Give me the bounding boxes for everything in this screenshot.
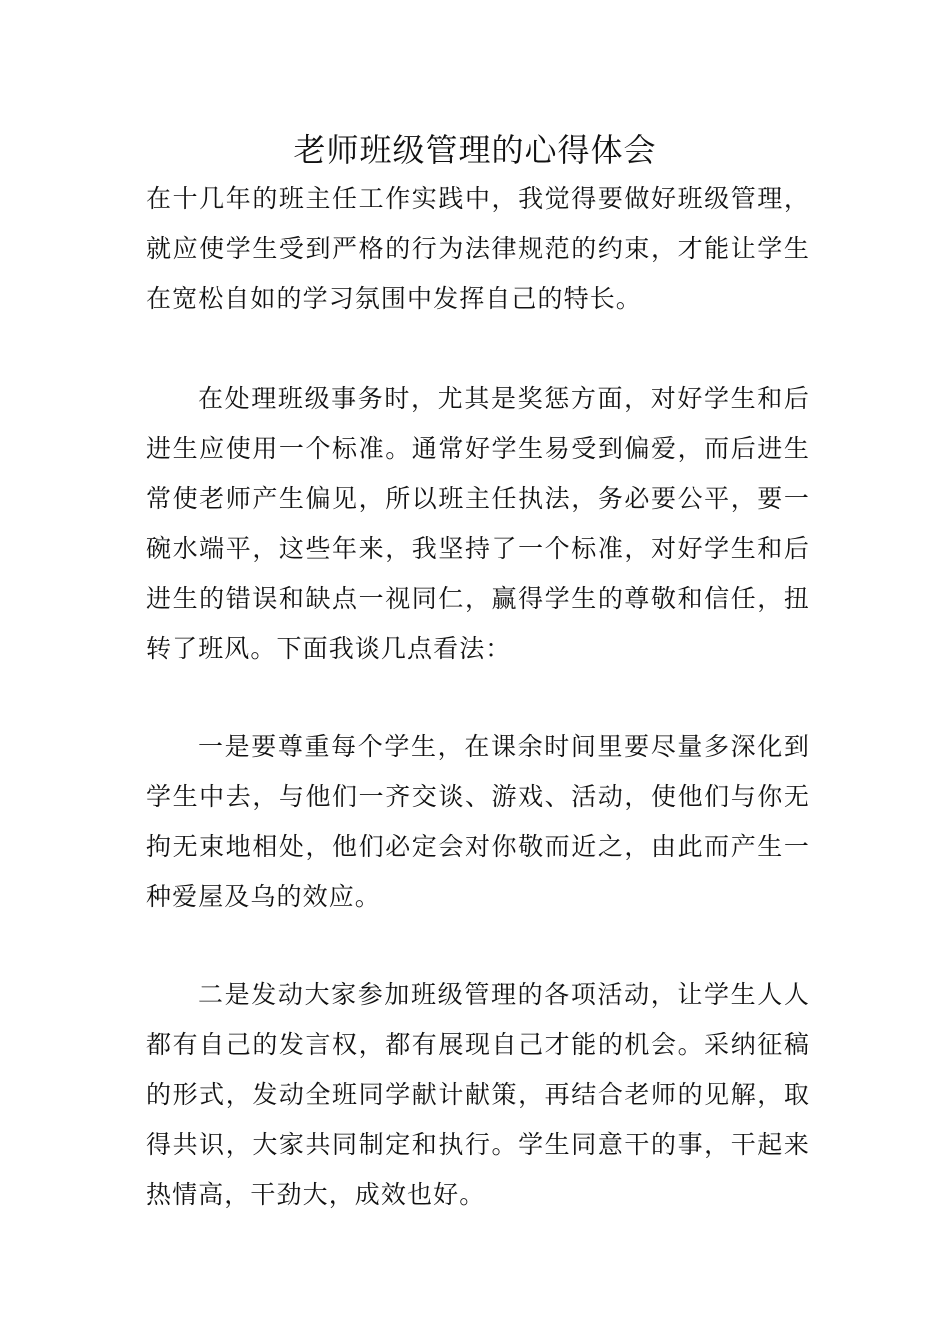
paragraph-fairness: 在处理班级事务时，尤其是奖惩方面，对好学生和后进生应使用一个标准。通常好学生易受到偏爱，而后进生常使老师产生偏见，所以班主任执法，务必要公平，要一碗水端平，这些年来，我坚持了一个标准，对好学生和后进生的错误和缺点一视同仁，赢得学生的尊敬和信任，扭转了班风。下面我谈几点看法： <box>146 384 810 663</box>
paragraph-respect: 一是要尊重每个学生，在课余时间里要尽量多深化到学生中去，与他们一齐交谈、游戏、活动，使他们与你无拘无束地相处，他们必定会对你敬而近之，由此而产生一种爱屋及乌的效应。 <box>146 732 810 911</box>
paragraph-participation: 二是发动大家参加班级管理的各项活动，让学生人人都有自己的发言权，都有展现自己才能的机会。采纳征稿的形式，发动全班同学献计献策，再结合老师的见解，取得共识，大家共同制定和执行。学生同意干的事，干起来热情高，干劲大，成效也好。 <box>146 980 810 1209</box>
document-title: 老师班级管理的心得体会 <box>293 131 657 169</box>
paragraph-intro: 在十几年的班主任工作实践中，我觉得要做好班级管理，就应使学生受到严格的行为法律规范的约束，才能让学生在宽松自如的学习氛围中发挥自己的特长。 <box>146 184 810 313</box>
